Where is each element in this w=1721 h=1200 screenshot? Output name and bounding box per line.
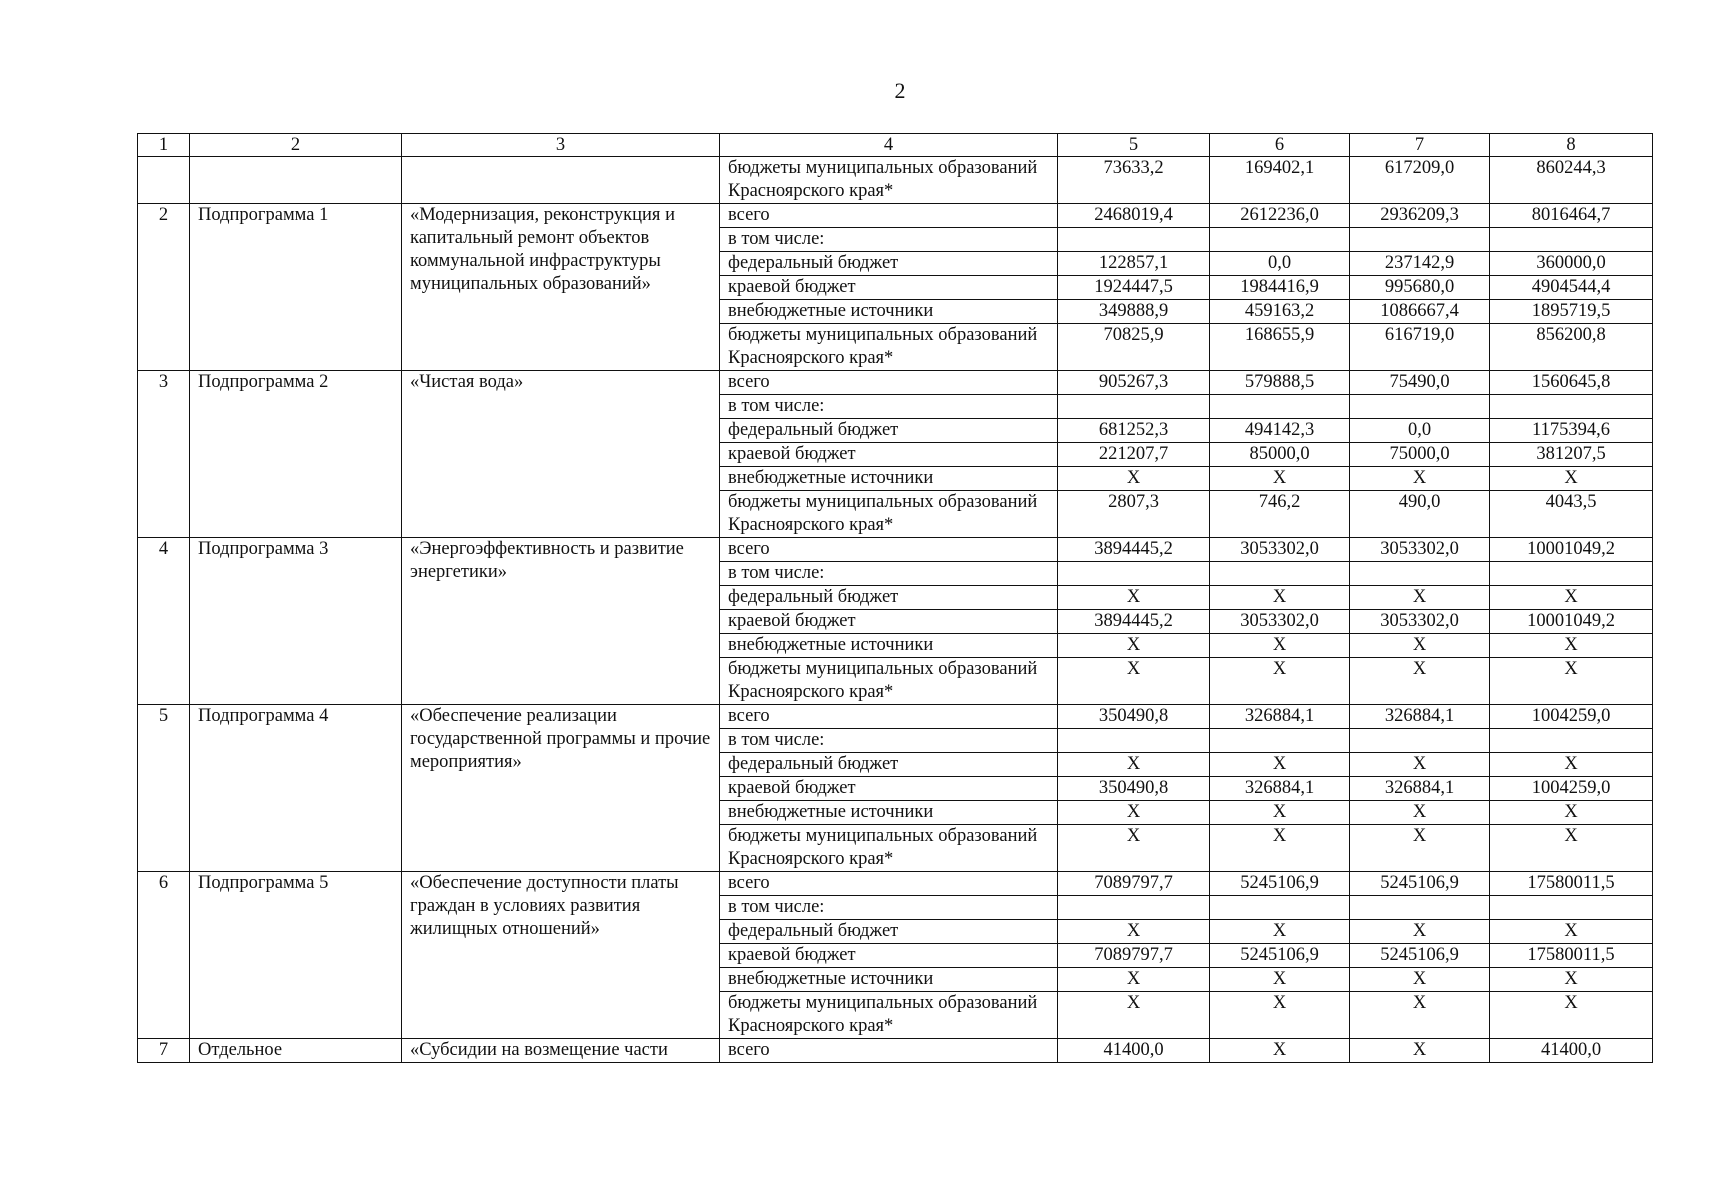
value-cell	[1350, 562, 1490, 586]
value-cell: 2468019,4	[1058, 204, 1210, 228]
value-cell: X	[1350, 753, 1490, 777]
funding-source-cell: внебюджетные источники	[720, 801, 1058, 825]
value-cell: 459163,2	[1210, 300, 1350, 324]
value-cell	[1058, 729, 1210, 753]
program-title-cell: «Модернизация, реконструкция и капитальный ремонт объектов коммунальной инфраструктуры муниципальных образований»	[402, 204, 720, 371]
value-cell: X	[1490, 801, 1653, 825]
value-cell: X	[1350, 658, 1490, 705]
value-cell: 4904544,4	[1490, 276, 1653, 300]
column-header: 2	[190, 134, 402, 157]
value-cell: 1004259,0	[1490, 777, 1653, 801]
value-cell: X	[1350, 801, 1490, 825]
value-cell: 168655,9	[1210, 324, 1350, 371]
funding-source-cell: бюджеты муниципальных образований Красноярского края*	[720, 324, 1058, 371]
value-cell: X	[1350, 586, 1490, 610]
funding-source-cell: бюджеты муниципальных образований Красноярского края*	[720, 491, 1058, 538]
funding-source-cell: всего	[720, 872, 1058, 896]
value-cell: 1984416,9	[1210, 276, 1350, 300]
value-cell: 0,0	[1210, 252, 1350, 276]
value-cell	[1490, 228, 1653, 252]
funding-source-cell: в том числе:	[720, 562, 1058, 586]
value-cell: X	[1210, 658, 1350, 705]
value-cell: X	[1210, 992, 1350, 1039]
funding-source-cell: в том числе:	[720, 228, 1058, 252]
value-cell	[1058, 228, 1210, 252]
value-cell: X	[1350, 920, 1490, 944]
row-number-cell	[138, 157, 190, 204]
value-cell	[1490, 896, 1653, 920]
column-header: 4	[720, 134, 1058, 157]
value-cell: X	[1058, 992, 1210, 1039]
funding-source-cell: всего	[720, 204, 1058, 228]
value-cell: X	[1210, 825, 1350, 872]
value-cell: X	[1210, 586, 1350, 610]
program-kind-cell: Подпрограмма 1	[190, 204, 402, 371]
value-cell	[1210, 729, 1350, 753]
value-cell: 7089797,7	[1058, 872, 1210, 896]
row-number-cell: 3	[138, 371, 190, 538]
value-cell: X	[1490, 753, 1653, 777]
column-header: 8	[1490, 134, 1653, 157]
value-cell	[1350, 896, 1490, 920]
value-cell: X	[1490, 634, 1653, 658]
row-number-cell: 5	[138, 705, 190, 872]
value-cell	[1210, 228, 1350, 252]
funding-source-cell: в том числе:	[720, 896, 1058, 920]
program-title-cell	[402, 157, 720, 204]
program-title-cell: «Энергоэффективность и развитие энергетики»	[402, 538, 720, 705]
funding-source-cell: всего	[720, 1039, 1058, 1063]
value-cell: 3894445,2	[1058, 538, 1210, 562]
program-title-cell: «Субсидии на возмещение части	[402, 1039, 720, 1063]
column-header: 5	[1058, 134, 1210, 157]
value-cell: X	[1058, 968, 1210, 992]
funding-source-cell: федеральный бюджет	[720, 920, 1058, 944]
funding-source-cell: всего	[720, 538, 1058, 562]
funding-table	[137, 133, 1653, 1063]
value-cell: 169402,1	[1210, 157, 1350, 204]
value-cell: X	[1490, 992, 1653, 1039]
value-cell: 490,0	[1350, 491, 1490, 538]
value-cell: 5245106,9	[1350, 944, 1490, 968]
value-cell	[1058, 395, 1210, 419]
value-cell: X	[1350, 825, 1490, 872]
value-cell	[1350, 395, 1490, 419]
value-cell: 2612236,0	[1210, 204, 1350, 228]
value-cell: X	[1490, 467, 1653, 491]
value-cell: X	[1058, 825, 1210, 872]
value-cell: 905267,3	[1058, 371, 1210, 395]
value-cell: 17580011,5	[1490, 872, 1653, 896]
value-cell: 1895719,5	[1490, 300, 1653, 324]
value-cell: 579888,5	[1210, 371, 1350, 395]
value-cell	[1210, 896, 1350, 920]
funding-source-cell: федеральный бюджет	[720, 419, 1058, 443]
value-cell: 617209,0	[1350, 157, 1490, 204]
program-title-cell: «Обеспечение реализации государственной программы и прочие мероприятия»	[402, 705, 720, 872]
value-cell: 1086667,4	[1350, 300, 1490, 324]
value-cell: X	[1210, 1039, 1350, 1063]
program-kind-cell: Отдельное	[190, 1039, 402, 1063]
value-cell: 350490,8	[1058, 705, 1210, 729]
column-header: 3	[402, 134, 720, 157]
value-cell: 70825,9	[1058, 324, 1210, 371]
row-number-cell: 2	[138, 204, 190, 371]
funding-source-cell: краевой бюджет	[720, 443, 1058, 467]
value-cell: 10001049,2	[1490, 538, 1653, 562]
program-title-cell: «Обеспечение доступности платы граждан в условиях развития жилищных отношений»	[402, 872, 720, 1039]
value-cell: 746,2	[1210, 491, 1350, 538]
table-row	[138, 371, 1653, 395]
column-header: 1	[138, 134, 190, 157]
value-cell: 3053302,0	[1210, 610, 1350, 634]
value-cell: 10001049,2	[1490, 610, 1653, 634]
program-kind-cell: Подпрограмма 3	[190, 538, 402, 705]
value-cell: 7089797,7	[1058, 944, 1210, 968]
value-cell: 350490,8	[1058, 777, 1210, 801]
value-cell	[1210, 562, 1350, 586]
funding-source-cell: внебюджетные источники	[720, 968, 1058, 992]
value-cell	[1210, 395, 1350, 419]
value-cell: 73633,2	[1058, 157, 1210, 204]
funding-source-cell: внебюджетные источники	[720, 300, 1058, 324]
value-cell: 0,0	[1350, 419, 1490, 443]
funding-source-cell: федеральный бюджет	[720, 753, 1058, 777]
value-cell: X	[1058, 658, 1210, 705]
value-cell: 349888,9	[1058, 300, 1210, 324]
value-cell: 75000,0	[1350, 443, 1490, 467]
table-row	[138, 157, 1653, 204]
value-cell	[1058, 562, 1210, 586]
value-cell: X	[1210, 634, 1350, 658]
value-cell: X	[1490, 825, 1653, 872]
value-cell: 1560645,8	[1490, 371, 1653, 395]
value-cell: X	[1058, 801, 1210, 825]
value-cell: 41400,0	[1490, 1039, 1653, 1063]
program-kind-cell: Подпрограмма 4	[190, 705, 402, 872]
program-kind-cell	[190, 157, 402, 204]
value-cell: 1924447,5	[1058, 276, 1210, 300]
value-cell: 3053302,0	[1350, 538, 1490, 562]
value-cell: 856200,8	[1490, 324, 1653, 371]
value-cell: 995680,0	[1350, 276, 1490, 300]
value-cell: X	[1350, 968, 1490, 992]
value-cell: 326884,1	[1210, 705, 1350, 729]
funding-source-cell: краевой бюджет	[720, 276, 1058, 300]
value-cell: 122857,1	[1058, 252, 1210, 276]
value-cell: 8016464,7	[1490, 204, 1653, 228]
row-number-cell: 7	[138, 1039, 190, 1063]
funding-source-cell: краевой бюджет	[720, 777, 1058, 801]
funding-source-cell: всего	[720, 371, 1058, 395]
value-cell: 237142,9	[1350, 252, 1490, 276]
value-cell: 41400,0	[1058, 1039, 1210, 1063]
program-kind-cell: Подпрограмма 2	[190, 371, 402, 538]
funding-source-cell: внебюджетные источники	[720, 467, 1058, 491]
table-row	[138, 1039, 1653, 1063]
value-cell: X	[1490, 658, 1653, 705]
value-cell: 381207,5	[1490, 443, 1653, 467]
value-cell: X	[1350, 1039, 1490, 1063]
funding-source-cell: бюджеты муниципальных образований Красноярского края*	[720, 157, 1058, 204]
table-row	[138, 872, 1653, 896]
funding-source-cell: бюджеты муниципальных образований Красноярского края*	[720, 825, 1058, 872]
value-cell: 2807,3	[1058, 491, 1210, 538]
table-row	[138, 204, 1653, 228]
value-cell: X	[1210, 753, 1350, 777]
value-cell: 5245106,9	[1210, 872, 1350, 896]
page-number: 2	[894, 78, 906, 103]
value-cell: 4043,5	[1490, 491, 1653, 538]
value-cell	[1058, 896, 1210, 920]
value-cell: X	[1490, 920, 1653, 944]
funding-source-cell: бюджеты муниципальных образований Красноярского края*	[720, 992, 1058, 1039]
value-cell: 360000,0	[1490, 252, 1653, 276]
value-cell: X	[1210, 920, 1350, 944]
value-cell: X	[1058, 920, 1210, 944]
value-cell	[1350, 228, 1490, 252]
funding-source-cell: федеральный бюджет	[720, 586, 1058, 610]
program-title-cell: «Чистая вода»	[402, 371, 720, 538]
value-cell: 3894445,2	[1058, 610, 1210, 634]
funding-source-cell: всего	[720, 705, 1058, 729]
table-header-row	[138, 134, 1653, 157]
value-cell: 494142,3	[1210, 419, 1350, 443]
value-cell: 2936209,3	[1350, 204, 1490, 228]
value-cell: 616719,0	[1350, 324, 1490, 371]
value-cell: 5245106,9	[1350, 872, 1490, 896]
value-cell: X	[1058, 634, 1210, 658]
value-cell: 221207,7	[1058, 443, 1210, 467]
value-cell	[1350, 729, 1490, 753]
value-cell: 326884,1	[1210, 777, 1350, 801]
value-cell: 326884,1	[1350, 777, 1490, 801]
value-cell: X	[1058, 586, 1210, 610]
value-cell: 681252,3	[1058, 419, 1210, 443]
funding-source-cell: федеральный бюджет	[720, 252, 1058, 276]
value-cell: X	[1210, 467, 1350, 491]
value-cell: 17580011,5	[1490, 944, 1653, 968]
table-row	[138, 538, 1653, 562]
value-cell: X	[1210, 968, 1350, 992]
column-header: 6	[1210, 134, 1350, 157]
table-row	[138, 705, 1653, 729]
value-cell: 85000,0	[1210, 443, 1350, 467]
value-cell: 75490,0	[1350, 371, 1490, 395]
value-cell: X	[1058, 467, 1210, 491]
row-number-cell: 4	[138, 538, 190, 705]
program-kind-cell: Подпрограмма 5	[190, 872, 402, 1039]
value-cell: X	[1350, 634, 1490, 658]
value-cell	[1490, 395, 1653, 419]
value-cell: X	[1058, 753, 1210, 777]
value-cell: X	[1350, 992, 1490, 1039]
funding-source-cell: бюджеты муниципальных образований Красноярского края*	[720, 658, 1058, 705]
funding-source-cell: внебюджетные источники	[720, 634, 1058, 658]
row-number-cell: 6	[138, 872, 190, 1039]
value-cell: 1004259,0	[1490, 705, 1653, 729]
value-cell: 3053302,0	[1210, 538, 1350, 562]
value-cell: 3053302,0	[1350, 610, 1490, 634]
value-cell: 326884,1	[1350, 705, 1490, 729]
funding-source-cell: в том числе:	[720, 729, 1058, 753]
funding-source-cell: в том числе:	[720, 395, 1058, 419]
value-cell: X	[1490, 586, 1653, 610]
value-cell: X	[1210, 801, 1350, 825]
value-cell: X	[1490, 968, 1653, 992]
funding-source-cell: краевой бюджет	[720, 944, 1058, 968]
funding-source-cell: краевой бюджет	[720, 610, 1058, 634]
value-cell: 5245106,9	[1210, 944, 1350, 968]
value-cell: 860244,3	[1490, 157, 1653, 204]
value-cell: X	[1350, 467, 1490, 491]
value-cell	[1490, 562, 1653, 586]
column-header: 7	[1350, 134, 1490, 157]
value-cell	[1490, 729, 1653, 753]
value-cell: 1175394,6	[1490, 419, 1653, 443]
